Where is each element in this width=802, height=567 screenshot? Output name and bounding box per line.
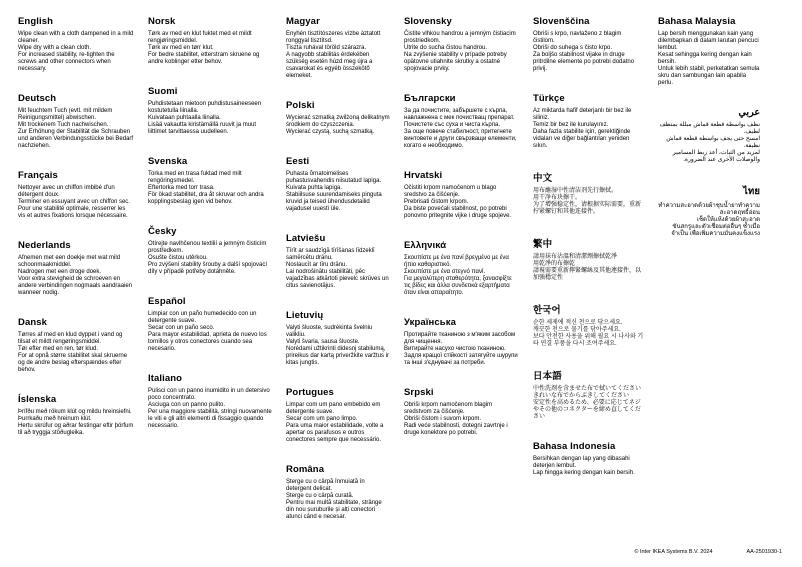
instruction-text: Mit feuchtem Tuch (evtl. mit mildem Reinigungsmittel) abwischen.	[18, 108, 113, 121]
instruction-text: Obriši čistom i suvom krpom.	[404, 416, 482, 422]
instruction-text: Da biste povećali stabilnost, po potrebi ponovno pritegnite vijke i druge spojeve.	[404, 206, 512, 219]
language-block-portugues	[286, 387, 390, 444]
language-block-francais	[18, 170, 134, 220]
instruction-text: Șterge cu o cârpă curată.	[286, 493, 354, 499]
instruction-text: 中性洗剤を含ませた布で拭いてください	[533, 386, 642, 392]
instruction-text: 깨끗한 천으로 물기를 닦아주세요.	[533, 327, 621, 333]
language-heading-japanese: 日本語	[533, 371, 562, 382]
copyright-text: © Inter IKEA Systems B.V. 2024	[634, 549, 713, 555]
language-block-espanol	[148, 296, 272, 353]
instruction-text: 为了增强稳定性，请根据实际需要，重新拧紧螺钉和其他连接件。	[533, 202, 642, 215]
document-number: AA-2501930-1	[746, 549, 782, 555]
instruction-text: Mit trockenem Tuch nachwischen.	[18, 122, 109, 128]
instruction-text: Temiz bir bez ile kurulayınız.	[533, 122, 609, 128]
instruction-text: Stabiilsuse suurendamiseks pinguta kruvid ja teised ühendusdetailid vajadusel uuesti üle.	[286, 192, 382, 212]
instruction-text: Obriši krpom namočenom blagim sredstvom za čišćenje.	[404, 402, 493, 415]
language-heading-polski: Polski	[286, 100, 315, 111]
language-heading-nederlands: Nederlands	[18, 240, 71, 251]
language-heading-bulgarski: Български	[404, 93, 456, 104]
instruction-text: Þrífðu með rökum klút og mildu hreinsiefni.	[18, 409, 132, 415]
language-block-bulgarski	[404, 93, 519, 150]
instruction-text: Obriši s krpo, navlaženo z blagim čistilom.	[533, 31, 622, 44]
instruction-text: Șterge cu o cârpă înmuiată în detergent delicat.	[286, 479, 365, 492]
instruction-text: Norėdami užtikrinti didesnį stabilumą, prireikus dar kartą priveržkite varžtus ir kitas jungtis.	[286, 346, 390, 366]
instruction-text: Tørk av med en klut fuktet med et mildt rengjøringsmiddel.	[148, 31, 252, 44]
instruction-text: Wycierać czystą, suchą szmatką.	[286, 129, 375, 135]
language-heading-svenska: Svenska	[148, 156, 188, 167]
instruction-text: Otírejte navlhčenou textilií a jemným čisticím prostředkem.	[148, 241, 267, 254]
instruction-text: Hertu skrúfur og aðrar festingar eftir þörfum til að tryggja stöðugleika.	[18, 423, 134, 436]
language-heading-dansk: Dansk	[18, 317, 48, 328]
instruction-text: Osušte čistou utěrkou.	[148, 255, 208, 261]
instruction-text: Eftertorka med torr trasa.	[148, 185, 215, 191]
instruction-text: Utrite do sucha čistou handrou.	[404, 45, 488, 51]
language-heading-cesky: Česky	[148, 226, 177, 237]
language-heading-arabic: عربي	[738, 107, 760, 118]
language-heading-chinese-traditional: 繁中	[533, 239, 553, 250]
column-6	[658, 16, 760, 258]
language-heading-bahasa-indonesia: Bahasa Indonesia	[533, 441, 616, 452]
language-block-nederlands	[18, 240, 134, 297]
language-block-norsk	[148, 16, 272, 66]
instruction-text: За да почистите, забършете с кърпа, навлажнена с мек почистващ препарат.	[404, 108, 515, 121]
instruction-text: Na zvýšenie stability v prípade potreby opätovne utiahnite skrutky a ostatné spojovacie prvky.	[404, 52, 507, 72]
language-block-latviesu	[286, 233, 390, 290]
instruction-text: Lai nodrošinātu stabilitāti, pēc vajadzības atkārtoti pievelc skrūves un citus savienotājus.	[286, 269, 389, 289]
language-block-bahasa-indonesia	[533, 441, 644, 477]
instruction-text: 用布蘸湿中性清洁剂先行擦拭。	[533, 188, 618, 194]
instruction-text: Tīrīt ar saudzīgā tīrīšanas līdzeklī samērcētu drānu.	[286, 248, 375, 261]
instruction-text: Noslaucīt ar tīru drānu.	[286, 262, 348, 268]
language-heading-deutsch: Deutsch	[18, 93, 57, 104]
instruction-text: För ökad stabilitet, dra åt skruvar och andra kopplingsbeslag igen vid behov.	[148, 192, 264, 205]
instruction-text: Pentru mai multă stabilitate, strânge din nou șuruburile și alți conectori atunci când e necesar.	[286, 500, 382, 520]
language-block-korean	[533, 302, 644, 348]
language-block-japanese	[533, 368, 644, 421]
language-block-hrvatski	[404, 170, 519, 220]
column-3	[286, 16, 390, 541]
language-block-thai	[658, 184, 760, 238]
instruction-text: Lap hingga kering dengan kain bersih.	[533, 470, 635, 476]
language-heading-francais: Français	[18, 170, 58, 181]
language-block-svenska	[148, 156, 272, 206]
language-heading-espanol: Español	[148, 296, 186, 307]
language-heading-suomi: Suomi	[148, 86, 178, 97]
instruction-text: Почистете със суха и чиста кърпа.	[404, 122, 500, 128]
language-block-polski	[286, 100, 390, 136]
language-heading-latviesu: Latviešu	[286, 233, 326, 244]
instruction-text: Tiszta ruhával töröld szárazra.	[286, 45, 367, 51]
instruction-text: Za boljšo stabilnost vijake in druge pritrdilne elemente po potrebi dodatno privij.	[533, 52, 635, 72]
instruction-text: Očistiti krpom namočenom u blago sredstvo za čišćenje.	[404, 185, 497, 198]
instruction-text: Para mayor estabilidad, aprieta de nuevo los tornillos y otros conectores cuando sea necesario.	[148, 332, 267, 352]
instruction-text: Limpar com um pano embebido em detergente suave.	[286, 402, 381, 415]
instruction-text: For bedre stabilitet, etterstram skruene og andre koblinger etter behov.	[148, 52, 260, 65]
instruction-text: Prebrisati čistom krpom.	[404, 199, 469, 205]
language-heading-hrvatski: Hrvatski	[404, 170, 443, 181]
instruction-text: Čistite vlhkou handrou a jemným čistiacim prostriedkom.	[404, 31, 516, 44]
instruction-text: A nagyobb stabilitás érdekében szükség esetén húzd meg újra a csavarokat és egyéb összekötő elemeket.	[286, 52, 373, 79]
instruction-text: เช็ดให้แห้งด้วยผ้าสะอาด	[696, 217, 760, 223]
instruction-text: ขันสกรูและตัวเชื่อมต่ออื่นๆ ซ้ำเมื่อจำเป็น เพื่อเพิ่มความมั่นคงแข็งแรง	[671, 224, 760, 237]
instruction-text: きれいな布でからぶきしてください	[533, 393, 630, 399]
language-block-turkce	[533, 93, 644, 150]
instruction-text: Σκουπίστε με ένα πανί βρεγμένο με ένα ήπιο καθαριστικό.	[404, 255, 509, 268]
instruction-text: Afnemen met een doekje met wat mild schoonmaakmiddel.	[18, 255, 121, 268]
instruction-text: 請用抹布沾溫和清潔劑擦拭乾淨	[533, 254, 618, 260]
instruction-text: Terminer en essuyant avec un chiffon sec.	[18, 199, 130, 205]
language-heading-bahasa-malaysia: Bahasa Malaysia	[658, 16, 736, 27]
language-heading-turkce: Türkçe	[533, 93, 565, 104]
instruction-text: Bersihkan dengan lap yang dibasahi deterjen lembut.	[533, 456, 630, 469]
language-heading-portugues: Portugues	[286, 387, 334, 398]
instruction-text: Lisää vakautta kiristämällä ruuvit ja muut liittimet tarvittaessa uudelleen.	[148, 122, 257, 135]
instruction-text: For at opnå større stabilitet skal skruerne og de andre beslag efterspændes efter behov.	[18, 353, 128, 373]
instruction-text: امسح حتى يجف بواسطة قطعة قماش نظيفة.	[666, 136, 760, 149]
instruction-text: Tørk av med en tørr klut.	[148, 45, 214, 51]
language-heading-romana: Româna	[286, 464, 325, 475]
instruction-text: Σκουπίστε με ένα στεγνό πανί.	[404, 269, 486, 275]
language-heading-ukrainska: Українська	[404, 317, 456, 328]
language-block-eesti	[286, 156, 390, 213]
instruction-text: Untuk lebih stabil, perketatkan semula skru dan sambungan lain apabila perlu.	[658, 66, 760, 86]
instruction-text: Per una maggiore stabilità, stringi nuovamente le viti e gli altri elementi di fissaggio quando necessario.	[148, 409, 272, 429]
instruction-text: Limpiar con un paño humedecido con un detergente suave.	[148, 311, 257, 324]
language-block-chinese-traditional	[533, 236, 644, 282]
instruction-text: Pro zvýšení stability šrouby a další spojovací díly v případě potřeby dotáhněte.	[148, 262, 268, 275]
instruction-text: ทำความสะอาดด้วยผ้าชุบน้ำยาทำความสะอาดฤทธิ์อ่อน	[658, 203, 760, 216]
instruction-text: Протирайте тканиною з м'яким засобом для чищення.	[404, 332, 516, 345]
language-block-arabic	[658, 107, 760, 164]
language-heading-lietuviu: Lietuvių	[286, 310, 324, 321]
instruction-text: Voor extra stevigheid de schroeven en andere verbindingen nogmaals aandraaien wanneer nodig.	[18, 276, 133, 296]
language-block-islenska	[18, 394, 134, 437]
language-block-dansk	[18, 317, 134, 374]
instruction-text: Puhasta õrnatoimelises puhastusvahendis niisutatud lapiga.	[286, 171, 382, 184]
language-heading-korean: 한국어	[533, 305, 561, 316]
instruction-text: Wycierać szmatką zwilżoną delikatnym środkiem do czyszczenia.	[286, 115, 390, 128]
instruction-text: За още повече стабилност, притегнете винтовете и други свързващи елементи, когато е необходимо.	[404, 129, 517, 149]
column-4	[404, 16, 519, 457]
instruction-text: Obriši do suhega s čisto krpo.	[533, 45, 613, 51]
instruction-text: Asciuga con un panno pulito.	[148, 402, 226, 408]
language-block-deutsch	[18, 93, 134, 150]
instruction-text: For increased stability, re-tighten the screws and other connectors when necessary.	[18, 52, 115, 72]
instruction-text: نظف بواسطة قطعة قماش مبللة بمنظف لطيف.	[659, 122, 760, 135]
language-block-suomi	[148, 86, 272, 136]
instruction-text: Daha fazla stabilite için, gerektiğinde vidaları ve diğer bağlantıları yeniden sıkın.	[533, 129, 631, 149]
instruction-text: Valyti šluoste, sudrėkinta švelniu valikliu.	[286, 325, 373, 338]
instruction-text: Витирайте насухо чистою тканиною.	[404, 346, 506, 352]
instruction-text: Torka med en trasa fuktad med milt rengöringsmedel.	[148, 171, 242, 184]
language-heading-thai: ไทย	[743, 186, 760, 197]
language-heading-english: English	[18, 16, 54, 27]
language-heading-italiano: Italiano	[148, 373, 183, 384]
instruction-text: Wipe dry with a clean cloth.	[18, 45, 92, 51]
instruction-text: Tør efter med en ren, tør klud.	[18, 346, 99, 352]
instruction-text: 用乾淨的布擦乾	[533, 261, 576, 267]
instruction-text: Pour une stabilité optimale, resserrer les vis et autres fixations lorsque nécessaire.	[18, 206, 128, 219]
language-heading-eesti: Eesti	[286, 156, 310, 167]
instruction-text: Tørres af med en klud dyppet i vand og tilsat et mildt rengøringsmiddel.	[18, 332, 123, 345]
language-block-english	[18, 16, 134, 73]
language-heading-srpski: Srpski	[404, 387, 434, 398]
instruction-text: Az miktarda hafif deterjanlı bir bez ile siliniz.	[533, 108, 632, 121]
language-block-slovensky	[404, 16, 519, 73]
instruction-text: Nadrogen met een droge doek.	[18, 269, 102, 275]
language-block-ukrainska	[404, 317, 519, 367]
language-heading-magyar: Magyar	[286, 16, 320, 27]
instruction-text: Puhdistetaan mietoon puhdistusaineeseen kostutetulla liinalla.	[148, 101, 262, 114]
language-block-magyar	[286, 16, 390, 80]
instruction-text: Secar con un paño seco.	[148, 325, 215, 331]
instruction-text: Задля кращої стійкості затягуйте шурупи та інші з'єднувачі за потреби.	[404, 353, 518, 366]
language-block-lietuviu	[286, 310, 390, 367]
language-heading-islenska: Íslenska	[18, 394, 57, 405]
column-1	[18, 16, 134, 457]
instruction-text: Para uma maior estabilidade, volte a apertar os parafusos e outros conectores sempre que necessário.	[286, 423, 384, 443]
language-heading-slovenscina: Slovenščina	[533, 16, 590, 27]
language-block-slovenscina	[533, 16, 644, 73]
language-heading-ellinika: Ελληνικά	[404, 240, 447, 251]
instruction-text: Nettoyer avec un chiffon imbibé d'un détergent doux.	[18, 185, 115, 198]
instruction-text: 用干净布块擦干。	[533, 195, 582, 201]
instruction-text: Kesat sehingga kering dengan kain bersih.	[658, 52, 752, 65]
instruction-text: Για μεγαλύτερη σταθερότητα, ξανασφίξτε τις βίδες και άλλα συνδετικά εξαρτήματα όταν είναι απαραίτητο.	[404, 276, 512, 296]
column-5	[533, 16, 644, 497]
instruction-text: 安定性を高めるため、必要に応じてネジやその他のコネクターを締め直してください	[533, 400, 641, 420]
language-block-srpski	[404, 387, 519, 437]
language-block-bahasa-malaysia	[658, 16, 760, 87]
language-block-italiano	[148, 373, 272, 430]
instruction-text: Wipe clean with a cloth dampened in a mild cleaner.	[18, 31, 134, 44]
instruction-text: Radi veće stabilnosti, dotegni zavrtnje i druge konektore po potrebi.	[404, 423, 508, 436]
instruction-text: لمزيد من الثبات، أعد ربط المسامير والوصلات الأخرى عند الضرورة.	[672, 150, 760, 163]
instruction-text: 請視需要重新擰緊螺絲及其他連接件，以加強穩定性	[533, 268, 642, 281]
instruction-text: Valyti švaria, sausa šluoste.	[286, 339, 360, 345]
instruction-text: Þurrkaðu með hreinum klút.	[18, 416, 92, 422]
instruction-text: 순한 세제에 적신 천으로 닦으세요.	[533, 320, 623, 326]
language-block-cesky	[148, 226, 272, 276]
column-2	[148, 16, 272, 450]
language-block-romana	[286, 464, 390, 521]
language-heading-norsk: Norsk	[148, 16, 176, 27]
instruction-text: 보다 안전한 사용을 위해 필요 시 나사와 기타 연결 부품을 다시 조여주세요.	[533, 334, 644, 347]
instruction-text: Lap bersih menggunakan kain yang dilembapkan di dalam larutan pencuci lembut.	[658, 31, 759, 51]
footer	[634, 549, 782, 555]
instruction-text: Zur Erhöhung der Stabilität die Schrauben und anderen Verbindungsstücke bei Bedarf nachziehen.	[18, 129, 134, 149]
instruction-text: Secar com um pano limpo.	[286, 416, 358, 422]
instruction-text: Enyhén tisztítószeres vízbe áztatott ronggyal tisztítsd.	[286, 31, 381, 44]
language-columns	[18, 16, 782, 541]
language-heading-chinese-simplified: 中文	[533, 173, 553, 184]
instruction-text: Kuivata puhta lapiga.	[286, 185, 343, 191]
language-heading-slovensky: Slovensky	[404, 16, 452, 27]
language-block-ellinika	[404, 240, 519, 297]
language-block-chinese-simplified	[533, 170, 644, 216]
instruction-text: Pulisci con un panno inumidito in un detersivo poco concentrato.	[148, 388, 270, 401]
instruction-text: Kuivataan puhtaalla liinalla.	[148, 115, 221, 121]
